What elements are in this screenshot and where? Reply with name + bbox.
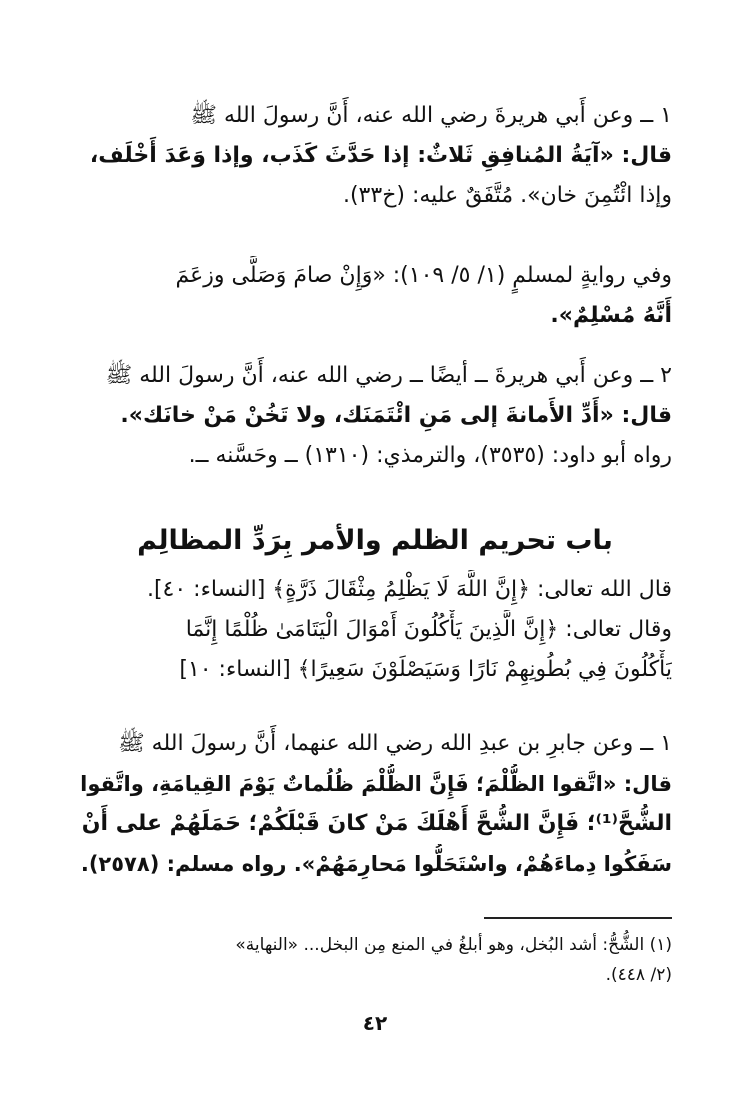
riwaya-line-1: وفي روايةٍ لمسلمٍ (١/ ٥/ ١٠٩): «وَإِنْ صامَ وَصَلَّى وزعَمَ (175, 263, 672, 288)
footnote-separator (484, 917, 672, 919)
hadith-2-line-2: قال: «أَدِّ الأَمانةَ إلى مَنِ ائْتَمَنَك، ولا تَخُنْ مَنْ خانَك». (120, 403, 672, 428)
hadith-2-paragraph (78, 356, 672, 476)
verses-line-3: يَأْكُلُونَ فِي بُطُونِهِمْ نَارًا وَسَيَصْلَوْنَ سَعِيرًا﴾ [النساء: ١٠] (179, 657, 672, 682)
hadith-3-line-3: الشُّحَّ⁽¹⁾؛ فَإِنَّ الشُّحَّ أَهْلَكَ مَنْ كانَ قَبْلَكُمْ؛ حَمَلَهُمْ على أَنْ (81, 811, 672, 836)
chapter-title: باب تحريم الظلم والأمر بِرَدِّ المظالِم (137, 525, 613, 556)
hadith-1-paragraph (78, 96, 672, 216)
hadith-1-line-2: قال: «آيَةُ المُنافِقِ ثَلاثٌ: إذا حَدَّثَ كَذَب، وإذا وَعَدَ أَخْلَف، (89, 143, 672, 168)
hadith-2-line-3: رواه أبو داود: (٣٥٣٥)، والترمذي: (١٣١٠) ــ وحَسَّنه ــ. (188, 443, 672, 468)
quran-verses-paragraph (78, 570, 672, 690)
page-number: ٤٢ (362, 1011, 388, 1035)
footnote-line-2: (٢/ ٤٤٨). (605, 965, 672, 985)
book-page (78, 0, 672, 1108)
hadith-3-line-1: ١ ــ وعن جابرِ بن عبدِ الله رضي الله عنهما، أَنَّ رسولَ الله ﷺ (118, 731, 672, 756)
riwaya-paragraph (78, 256, 672, 336)
hadith-1-line-3: وإذا ائْتُمِنَ خان». مُتَّفَقٌ عليه: (خ٣٣). (342, 183, 672, 208)
hadith-2-line-1: ٢ ــ وعن أَبي هريرةَ ــ أيضًا ــ رضي الله عنه، أَنَّ رسولَ الله ﷺ (105, 363, 672, 388)
verses-line-2: وقال تعالى: ﴿إِنَّ الَّذِينَ يَأْكُلُونَ أَمْوَالَ الْيَتَامَىٰ ظُلْمًا إِنَّمَا (185, 617, 672, 642)
hadith-1-line-1: ١ ــ وعن أَبي هريرةَ رضي الله عنه، أَنَّ رسولَ الله ﷺ (190, 103, 672, 128)
hadith-3-line-4: سَفَكُوا دِماءَهُمْ، واسْتَحَلُّوا مَحارِمَهُمْ». رواه مسلم: (٢٥٧٨). (80, 852, 672, 876)
hadith-3-paragraph (78, 724, 672, 884)
footnote (78, 930, 672, 990)
riwaya-line-2: أَنَّهُ مُسْلِمٌ». (550, 303, 672, 328)
hadith-3-line-2: قال: «اتَّقوا الظُّلْمَ؛ فَإِنَّ الظُّلْمَ ظُلُماتٌ يَوْمَ القِيامَةِ، واتَّقوا (80, 772, 672, 796)
verses-line-1: قال الله تعالى: ﴿إِنَّ اللَّهَ لَا يَظْلِمُ مِثْقَالَ ذَرَّةٍ﴾ [النساء: ٤٠]. (146, 577, 672, 602)
footnote-line-1: (١) الشُّحُّ: أشد البُخل، وهو أبلغُ في المنع مِن البخل... «النهاية» (235, 935, 672, 955)
